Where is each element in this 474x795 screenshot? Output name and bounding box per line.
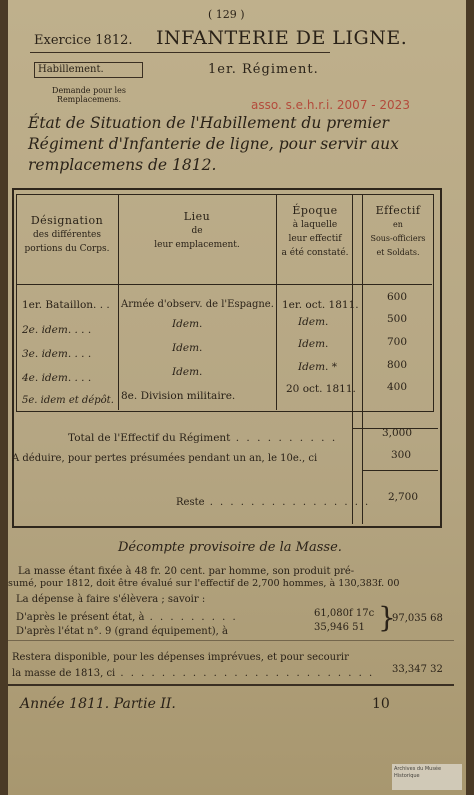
brace: } xyxy=(378,601,396,634)
row-lieu: Armée d'observ. de l'Espagne. xyxy=(121,299,274,310)
decompte-line: sumé, pour 1812, doit être évalué sur l'effectif de 2,700 hommes, à 130,383f. 00 xyxy=(8,578,400,589)
decompte-amount: 35,946 51 xyxy=(314,622,365,633)
row-epoque: Idem. xyxy=(298,316,329,328)
row-epoque: Idem. xyxy=(298,338,329,350)
decompte-final: 33,347 32 xyxy=(392,664,443,675)
row-designation: 5e. idem et dépôt. xyxy=(22,395,114,406)
header-rule xyxy=(30,52,330,53)
decompte-line: Restera disponible, pour les dépenses imprévues, et pour secourir xyxy=(12,652,349,663)
decompte-line: La dépense à faire s'élèvera ; savoir : xyxy=(16,594,206,605)
total-value: 3,000 xyxy=(381,427,413,439)
footer-rule xyxy=(8,684,454,686)
row-lieu: Idem. xyxy=(172,366,203,378)
col-divider xyxy=(118,194,119,410)
deduire-label: A déduire, pour pertes présumées pendant un an, le 10e., ci xyxy=(12,453,318,464)
deduire-rule xyxy=(362,470,438,471)
total-label: Total de l'Effectif du Régiment . . . . . . . . . . xyxy=(68,432,338,444)
page-number: ( 129 ) xyxy=(208,8,245,21)
row-designation: 4e. idem. . . . xyxy=(22,372,92,384)
header-designation: Désignation des différentes portions du Corps. xyxy=(24,214,110,254)
archive-stamp: Archives du Musée Historique xyxy=(392,764,462,790)
row-designation: 3e. idem. . . . xyxy=(22,348,92,360)
header-effectif: Effectif en Sous-officiers et Soldats. xyxy=(370,204,426,257)
decompte-line: D'après le présent état, à . . . . . . . . . xyxy=(16,612,238,623)
header-lieu: Lieu de leur emplacement. xyxy=(154,210,240,250)
row-epoque: 20 oct. 1811. xyxy=(286,383,356,395)
row-lieu: Idem. xyxy=(172,318,203,330)
decompte-sum: 97,035 68 xyxy=(392,613,443,624)
regiment-label: 1er. Régiment. xyxy=(208,62,319,77)
exercice-label: Exercice 1812. xyxy=(34,33,133,48)
habillement-label: Habillement. xyxy=(34,62,143,78)
row-effectif: 400 xyxy=(386,381,408,393)
decompte-line: D'après l'état n°. 9 (grand équipement), à xyxy=(16,626,228,637)
decompte-line: la masse de 1813, ci . . . . . . . . . . . . . . . . . . . . . . . . . xyxy=(12,668,375,679)
row-lieu: Idem. xyxy=(172,342,203,354)
header-row-rule xyxy=(16,284,432,285)
row-effectif: 700 xyxy=(386,336,408,348)
demande-label: Demande pour les Remplacemens. xyxy=(52,86,126,104)
reste-label: Reste . . . . . . . . . . . . . . . . xyxy=(176,497,371,508)
section-heading: État de Situation de l'Habillement du premier Régiment d'Infanterie de ligne, pour servir aux remplacemens de 1812. xyxy=(28,114,399,174)
footer-signature: 10 xyxy=(372,696,390,712)
col-divider xyxy=(362,194,363,524)
watermark: asso. s.e.h.r.i. 2007 - 2023 xyxy=(251,98,410,112)
col-divider xyxy=(352,194,353,524)
header-epoque: Époque à laquelle leur effectif a été constaté. xyxy=(281,204,349,258)
decompte-amount: 61,080f 17c xyxy=(314,608,375,619)
row-effectif: 500 xyxy=(386,313,408,325)
col-divider xyxy=(276,194,277,410)
row-epoque: 1er. oct. 1811. xyxy=(282,299,359,311)
row-epoque: Idem. * xyxy=(298,361,337,373)
decompte-line: La masse étant fixée à 48 fr. 20 cent. par homme, son produit pré- xyxy=(18,566,355,577)
footer-annee: Année 1811. Partie II. xyxy=(20,696,176,712)
row-lieu: 8e. Division militaire. xyxy=(121,390,236,402)
decompte-title: Décompte provisoire de la Masse. xyxy=(118,540,342,555)
reste-value: 2,700 xyxy=(387,491,419,503)
row-designation: 2e. idem. . . . xyxy=(22,324,92,336)
dotted-rule xyxy=(8,640,454,641)
deduire-value: 300 xyxy=(390,449,412,461)
row-effectif: 600 xyxy=(386,291,408,303)
row-effectif: 800 xyxy=(386,359,408,371)
page-title: INFANTERIE DE LIGNE. xyxy=(156,27,408,49)
row-designation: 1er. Bataillon. . . xyxy=(22,299,110,311)
